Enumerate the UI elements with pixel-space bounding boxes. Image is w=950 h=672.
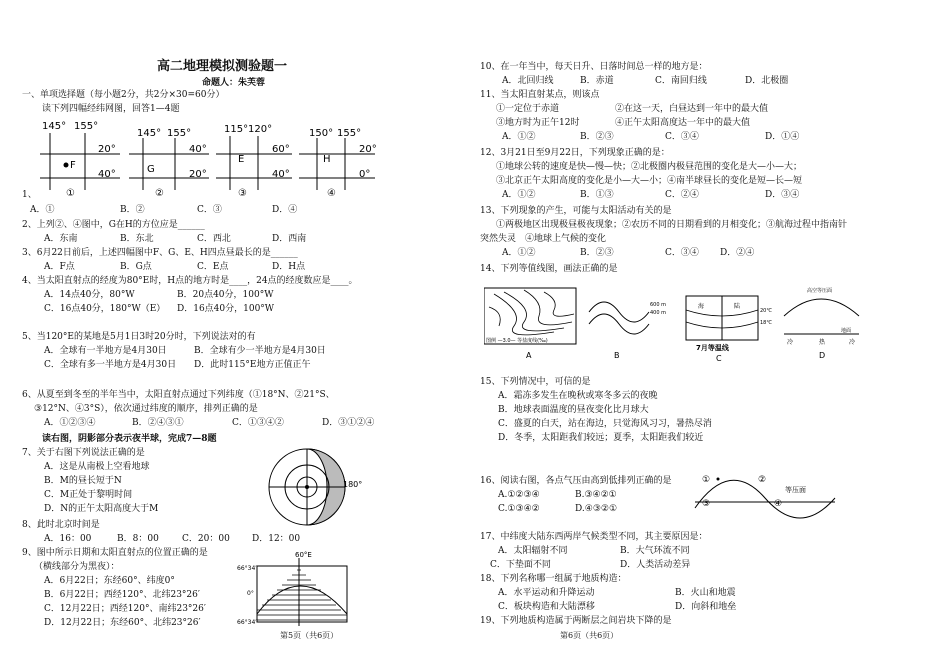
q5-stem: 5、当120°E的某地是5月1日3时20分时，下列说法对的有	[22, 332, 256, 342]
svg-text:地面: 地面	[841, 328, 852, 334]
q1-d: D．④	[272, 205, 298, 215]
q10-d: D．北极圈	[745, 76, 789, 86]
q6-stem: 6、从夏至到冬至的半年当中，太阳直射点通过下列纬度（①18°N、②21°S、	[22, 390, 335, 400]
svg-text:40°: 40°	[189, 144, 207, 155]
svg-text:①: ①	[702, 475, 711, 485]
q10-b: B．赤道	[580, 76, 614, 86]
q3-c: C．E点	[197, 262, 229, 272]
isobar-figure	[690, 468, 845, 526]
fig14-c	[686, 296, 772, 363]
q3-stem: 3、6月22日前后，上述四幅图中F、G、E、H四点昼最长的是______	[22, 248, 298, 258]
q15-stem: 15、下列情况中，可信的是	[480, 377, 591, 387]
q15-d: D．冬季，太阳距我们较远；夏季，太阳距我们较近	[498, 433, 704, 443]
q12-d: D．③④	[765, 190, 800, 200]
q16-b: B.③④②①	[575, 490, 617, 500]
q16-a: A.①②③④	[498, 490, 540, 500]
q15-a: A．霜冻多发生在晚秋或寒冬多云的夜晚	[498, 391, 658, 401]
q3-a: A．F点	[44, 262, 75, 272]
q17-d: D．人类活动差异	[620, 560, 691, 570]
q7-c: C．M正处于黎明时间	[44, 490, 133, 500]
svg-text:115°: 115°	[224, 124, 249, 135]
q2-b: B．东北	[120, 234, 154, 244]
svg-text:40°: 40°	[98, 169, 116, 180]
q13-c: C．③④	[665, 248, 699, 258]
svg-text:海: 海	[698, 303, 705, 310]
svg-text:7月等温线: 7月等温线	[696, 344, 729, 352]
grid-2	[129, 128, 209, 199]
q18-stem: 18、下列名称哪一组属于地质构造：	[480, 574, 627, 584]
q1-c: C．③	[197, 205, 222, 215]
q7-stem: 7、关于右图下列说法正确的是	[22, 448, 145, 458]
q6-d: D．③①②④	[322, 418, 375, 428]
q13-b: B．②③	[580, 248, 614, 258]
q7-d: D．N的正午太阳高度大于M	[44, 504, 159, 514]
q8-a: A．16：00	[44, 534, 92, 544]
grid-3	[216, 124, 292, 199]
q12-a: A．①②	[502, 190, 536, 200]
svg-text:155°: 155°	[337, 128, 362, 139]
svg-text:等压面: 等压面	[785, 486, 806, 494]
q12-s2: ③北京正午太阳高度的变化是小—大—小；④南半球昼长的变化是短—长—短	[496, 176, 803, 186]
isoline-figures	[484, 282, 884, 364]
svg-text:0°: 0°	[247, 590, 254, 597]
q1-a: A．①	[30, 205, 55, 215]
svg-text:E: E	[238, 154, 245, 165]
svg-text:400 m: 400 m	[650, 310, 667, 316]
q11-b: B．②③	[580, 132, 614, 142]
q3-d: D．H点	[272, 262, 306, 272]
svg-text:120°: 120°	[248, 124, 273, 135]
svg-text:155°: 155°	[167, 128, 192, 139]
svg-text:④: ④	[327, 188, 336, 199]
q13-a: A．①②	[502, 248, 536, 258]
section-heading: 一、单项选择题（每小题2分，共2分×30=60分）	[22, 90, 225, 100]
q10-c: C．南回归线	[655, 76, 707, 86]
svg-text:③: ③	[238, 188, 247, 199]
q1-b: B．②	[120, 205, 145, 215]
svg-text:热: 热	[819, 339, 826, 346]
q12-s1: ①地球公转的速度是快—慢—快；②北极圈内极昼范围的变化是大—小—大；	[496, 162, 803, 172]
q9-a: A．6月22日；东经60°、纬度0°	[44, 576, 175, 586]
q10-a: A．北回归线	[502, 76, 554, 86]
q4-c: C．16点40分，180°W（E）	[44, 304, 166, 314]
q15-b: B．地球表面温度的昼夜变化比月球大	[498, 405, 649, 415]
q4-d: D．16点40分，100°W	[177, 304, 275, 314]
q6-c: C．①③④②	[232, 418, 284, 428]
svg-text:20℃: 20℃	[760, 308, 772, 314]
q11-s3: ③地方时为正午12时	[496, 118, 580, 128]
q11-s1: ①一定位于赤道	[496, 104, 560, 114]
q9-d: D．12月22日；东经60°、北纬23°26′	[44, 618, 201, 628]
svg-text:陆: 陆	[734, 303, 741, 310]
svg-text:180°: 180°	[343, 480, 363, 489]
svg-text:④: ④	[774, 499, 783, 509]
q2-d: D．西南	[272, 234, 307, 244]
q18-b: B．火山和地震	[675, 588, 736, 598]
q14-stem: 14、下列等值线图，画法正确的是	[480, 264, 618, 274]
svg-text:A: A	[526, 351, 532, 360]
svg-text:155°: 155°	[74, 121, 99, 132]
q8-stem: 8、此时北京时间是	[22, 520, 100, 530]
grid-1	[40, 121, 120, 199]
q16-c: C.①③④②	[498, 504, 540, 514]
svg-text:F: F	[70, 160, 76, 171]
q7-8-intro: 读右图，阴影部分表示夜半球，完成7—8题	[42, 434, 217, 444]
q17-a: A．太阳辐射不同	[498, 546, 568, 556]
svg-text:B: B	[614, 351, 620, 360]
q2-a: A．东南	[44, 234, 78, 244]
q17-b: B．大气环流不同	[620, 546, 690, 556]
q15-c: C．盛夏的白天，站在海边，只觉海风习习，暑热尽消	[498, 419, 712, 429]
svg-text:66°34′: 66°34′	[237, 565, 257, 572]
q11-stem: 11、当太阳直射某点，则该点	[480, 90, 600, 100]
svg-text:③: ③	[702, 499, 711, 509]
svg-text:H: H	[323, 154, 331, 165]
svg-text:145°: 145°	[42, 121, 67, 132]
grid-4	[299, 128, 377, 199]
svg-text:②: ②	[155, 188, 164, 199]
q12-c: C．②④	[665, 190, 699, 200]
q10-stem: 10、在一年当中，每天日升、日落时间总一样的地方是：	[480, 62, 708, 72]
q5-d: D．此时115°E地方正值正午	[194, 360, 311, 370]
svg-text:图例 —3.0— 等盐度线(‰): 图例 —3.0— 等盐度线(‰)	[486, 338, 548, 344]
svg-text:0°: 0°	[359, 169, 371, 180]
q5-a: A．全球有一半地方是4月30日	[44, 346, 167, 356]
svg-text:18℃: 18℃	[760, 320, 772, 326]
q13-s2: 突然失灵 ④地球上气候的变化	[480, 234, 607, 244]
q11-s4: ④正午太阳高度达一年中的最大值	[615, 118, 751, 128]
q4-b: B．20点40分，100°W	[177, 290, 274, 300]
svg-text:150°: 150°	[309, 128, 334, 139]
svg-text:20°: 20°	[189, 169, 207, 180]
q18-a: A．水平运动和升降运动	[498, 588, 595, 598]
q6-stem2: ③12°N、④3°S），依次通过纬度的顺序，排列正确的是	[34, 404, 258, 414]
author: 命题人：朱芙蓉	[202, 78, 266, 88]
svg-text:40°: 40°	[272, 169, 290, 180]
q7-a: A．这是从南极上空看地球	[44, 462, 150, 472]
q5-b: B．全球有少一半地方是4月30日	[194, 346, 326, 356]
day-night-figure	[237, 548, 367, 630]
q9-b: B．6月22日；西经120°、北纬23°26′	[44, 590, 200, 600]
section-intro: 读下列四幅经纬网图，回答1—4题	[42, 104, 180, 114]
q8-c: C．20：00	[182, 534, 230, 544]
fig14-b	[589, 302, 666, 360]
q8-d: D．12：00	[252, 534, 301, 544]
q17-stem: 17、中纬度大陆东西两岸气候类型不同，其主要原因是：	[480, 532, 708, 542]
svg-text:C: C	[716, 354, 722, 363]
svg-text:60°: 60°	[272, 144, 290, 155]
q8-b: B．8：00	[117, 534, 159, 544]
q13-stem: 13、下列现象的产生，可能与太阳活动有关的是	[480, 206, 672, 216]
q16-stem: 16、阅读右图，各点气压由高到低排列正确的是	[480, 476, 672, 486]
fig14-a	[484, 288, 576, 360]
q18-c: C．板块构造和大陆漂移	[498, 602, 595, 612]
q6-a: A．①②③④	[44, 418, 96, 428]
q11-d: D．①④	[765, 132, 800, 142]
q12-stem: 12、3月21日至9月22日，下列现象正确的是：	[480, 148, 670, 158]
q18-d: D．向斜和地垒	[675, 602, 737, 612]
q5-c: C．全球有多一半地方是4月30日	[44, 360, 177, 370]
svg-text:20°: 20°	[98, 144, 116, 155]
svg-text:66°34′: 66°34′	[237, 619, 257, 626]
svg-text:60°E: 60°E	[295, 551, 312, 559]
q3-b: B．G点	[120, 262, 152, 272]
svg-text:D: D	[819, 351, 826, 360]
q19-stem: 19、下列地质构造属于两断层之间岩块下降的是	[480, 616, 672, 626]
q6-b: B．②④③①	[132, 418, 184, 428]
svg-text:高空等压面: 高空等压面	[807, 288, 833, 294]
svg-text:20°: 20°	[359, 144, 377, 155]
q9-c: C．12月22日；西经120°、南纬23°26′	[44, 604, 206, 614]
q12-b: B．①③	[580, 190, 614, 200]
footer-right: 第6页（共6页）	[560, 631, 619, 640]
svg-text:145°: 145°	[137, 128, 162, 139]
svg-text:①: ①	[66, 188, 75, 199]
q11-a: A．①②	[502, 132, 536, 142]
q11-c: C．③④	[665, 132, 699, 142]
q9-stem: 9、图中所示日期和太阳直射点的位置正确的是	[22, 548, 208, 558]
q1-stem: 1、	[22, 190, 37, 200]
polar-view-figure	[257, 445, 367, 530]
q7-b: B．M的昼长短于N	[44, 476, 122, 486]
svg-text:G: G	[147, 164, 155, 175]
svg-text:②: ②	[758, 475, 767, 485]
q2-stem: 2、上列②、④图中，G在H的方位应是______	[22, 220, 205, 230]
fig14-d	[784, 287, 859, 360]
page-title: 高二地理模拟测验题一	[157, 59, 288, 74]
q17-c: C．下垫面不同	[490, 560, 551, 570]
q16-d: D.④③②①	[575, 504, 618, 514]
q2-c: C．西北	[197, 234, 231, 244]
footer-left: 第5页（共6页）	[280, 631, 339, 640]
q11-s2: ②在这一天，白昼达到一年中的最大值	[615, 104, 769, 114]
svg-text:冷: 冷	[849, 339, 856, 346]
q4-a: A．14点40分，80°W	[44, 290, 135, 300]
q9-stem2: （横线部分为黑夜）：	[34, 562, 120, 572]
svg-text:冷: 冷	[787, 339, 794, 346]
q13-s1: ①两极地区出现极昼极夜现象；②农历不同的日期看到的月相变化；③航海过程中指南针	[496, 220, 848, 230]
latlon-grids-figure	[40, 118, 380, 200]
q13-d: D．②④	[720, 248, 755, 258]
q4-stem: 4、当太阳直射点的经度为80°E时，H点的地方时是____，24点的经度数应是____。	[22, 276, 358, 286]
svg-text:600 m: 600 m	[650, 302, 667, 308]
